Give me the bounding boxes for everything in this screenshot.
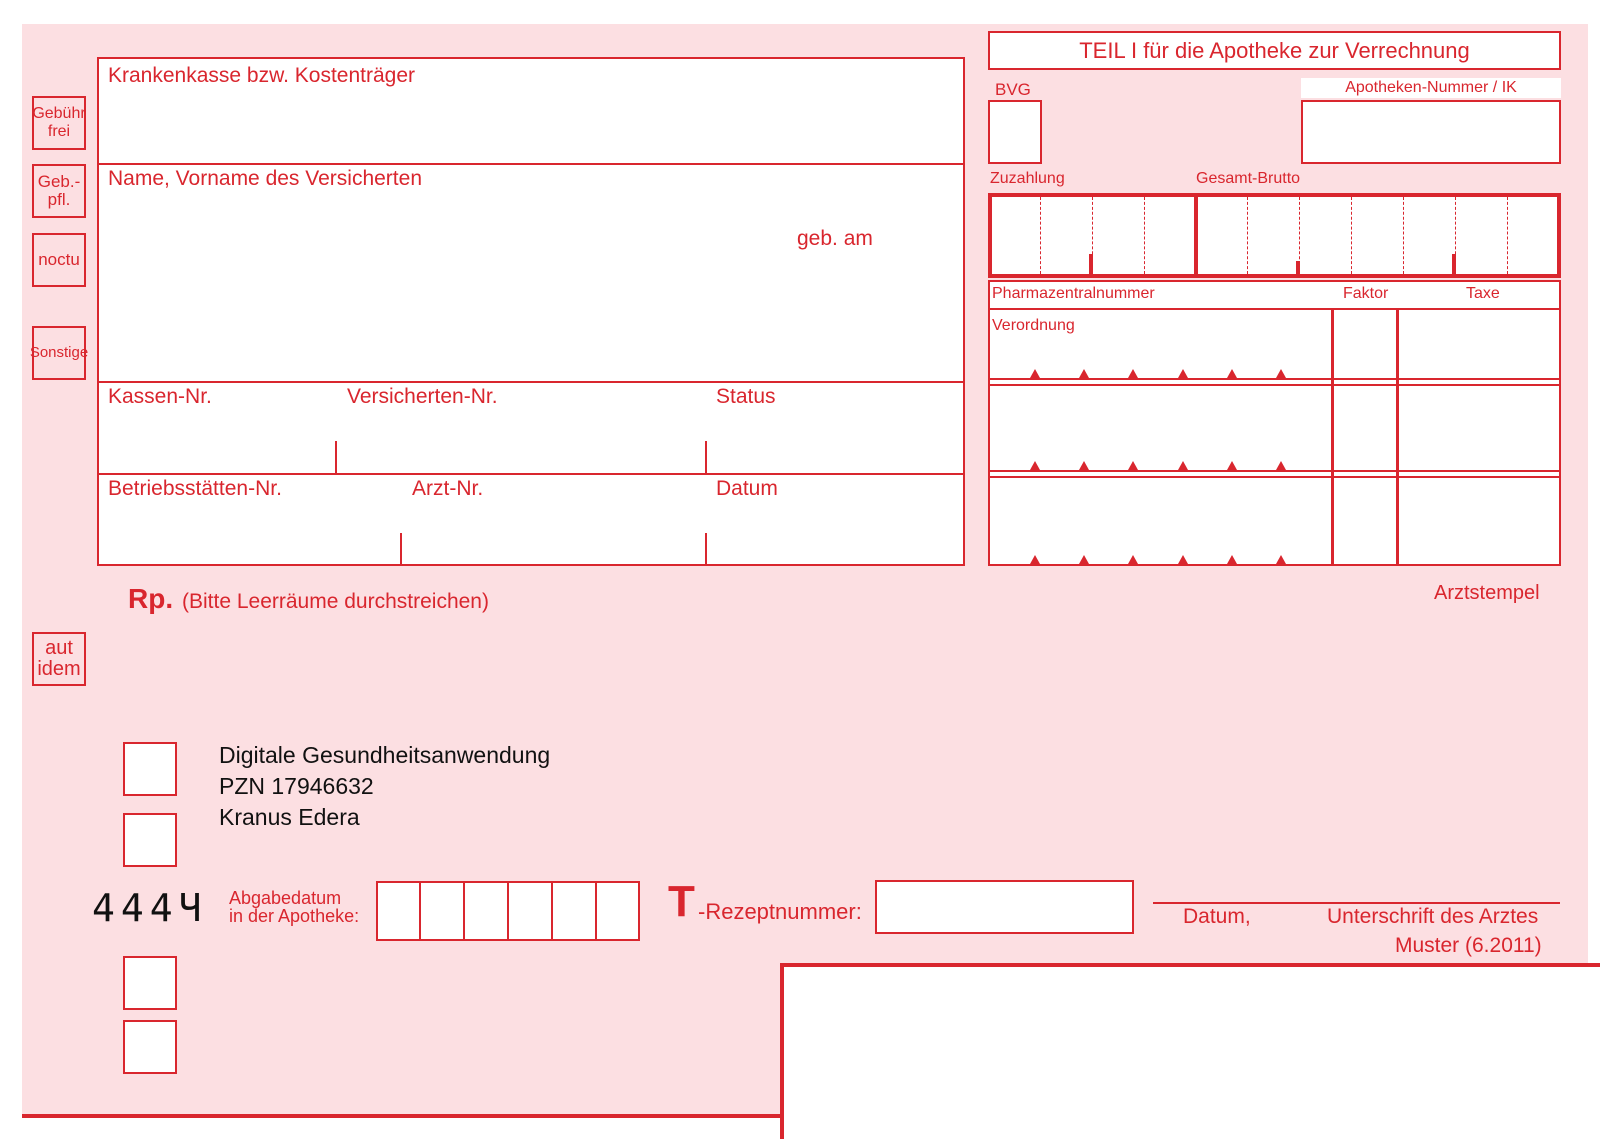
- sonstige-label: Sonstige: [29, 344, 89, 361]
- digit-separator: [1507, 197, 1508, 274]
- datum-signature-label: Datum,: [1183, 905, 1251, 928]
- divider: [1331, 308, 1334, 566]
- pzn-marker: [1128, 555, 1138, 564]
- kassen-nr-label: Kassen-Nr.: [108, 385, 212, 408]
- divider: [97, 381, 965, 383]
- unterschrift-label: Unterschrift des Arztes: [1327, 905, 1539, 928]
- rezeptnummer-field[interactable]: [875, 880, 1134, 934]
- divider: [988, 378, 1561, 380]
- status-label: Status: [716, 385, 776, 408]
- pzn-marker: [1030, 555, 1040, 564]
- pharmacy-header: TEIL I für die Apotheke zur Verrechnung: [1079, 38, 1470, 63]
- checkbox[interactable]: [123, 813, 177, 867]
- checkbox[interactable]: [123, 742, 177, 796]
- digit-separator: [1403, 197, 1404, 274]
- betriebsstaetten-label: Betriebsstätten-Nr.: [108, 477, 282, 500]
- bvg-box[interactable]: [988, 100, 1042, 164]
- divider: [1194, 193, 1198, 278]
- pzn-marker: [1227, 555, 1237, 564]
- digit-separator: [551, 881, 553, 941]
- pzn-marker: [1276, 555, 1286, 564]
- apotheken-nummer-box[interactable]: [1301, 100, 1561, 164]
- decimal-mark: [1089, 254, 1093, 274]
- pzn-marker: [1178, 369, 1188, 378]
- divider: [335, 441, 337, 475]
- pzn-marker: [1079, 555, 1089, 564]
- divider: [705, 533, 707, 566]
- krankenkasse-label: Krankenkasse bzw. Kostenträger: [108, 64, 416, 87]
- divider: [97, 473, 965, 475]
- abgabedatum-label-2: in der Apotheke:: [229, 906, 360, 926]
- decimal-mark: [1452, 254, 1456, 274]
- pzn-marker: [1276, 461, 1286, 470]
- divider: [988, 308, 1561, 310]
- pzn-marker: [1128, 461, 1138, 470]
- arztstempel-label: Arztstempel: [1434, 582, 1540, 604]
- decimal-mark: [1296, 261, 1300, 274]
- digit-separator: [1040, 197, 1041, 274]
- pzn-marker: [1030, 369, 1040, 378]
- form-cutout: [780, 963, 1600, 1139]
- pzn-marker: [1227, 461, 1237, 470]
- arzt-nr-label: Arzt-Nr.: [412, 477, 484, 500]
- pzn-marker: [1128, 369, 1138, 378]
- pzn-marker: [1079, 461, 1089, 470]
- noctu-label: noctu: [38, 250, 80, 269]
- t-letter: T: [668, 877, 695, 926]
- checkbox[interactable]: [123, 1020, 177, 1074]
- muster-label: Muster (6.2011): [1395, 934, 1542, 957]
- datum-label: Datum: [716, 477, 778, 500]
- divider: [1396, 308, 1399, 566]
- divider: [988, 476, 1561, 478]
- gesamt-brutto-label: Gesamt-Brutto: [1196, 170, 1301, 187]
- divider: [97, 163, 965, 165]
- geb-pfl-box[interactable]: [32, 164, 86, 218]
- verordnung-label: Verordnung: [992, 317, 1075, 334]
- abgabedatum-label-1: Abgabedatum: [229, 888, 342, 908]
- amount-box[interactable]: [988, 193, 1561, 278]
- divider: [988, 384, 1561, 386]
- digit-separator: [463, 881, 465, 941]
- signature-line: [1153, 902, 1560, 904]
- abgabedatum-label: [229, 889, 359, 925]
- pzn-marker: [1178, 555, 1188, 564]
- prescription-line-3: Kranus Edera: [219, 804, 360, 830]
- gebuehr-frei-label-1: Gebühr: [32, 105, 86, 122]
- digit-separator: [507, 881, 509, 941]
- versicherten-nr-label: Versicherten-Nr.: [347, 385, 498, 408]
- name-label: Name, Vorname des Versicherten: [108, 167, 422, 190]
- form-code: 444Ч: [92, 886, 208, 930]
- divider: [400, 533, 402, 566]
- form-bottom-edge: [22, 1114, 784, 1118]
- digit-separator: [1351, 197, 1352, 274]
- zuzahlung-label: Zuzahlung: [990, 170, 1065, 187]
- aut-idem-label-1: aut: [45, 637, 73, 659]
- digit-separator: [1247, 197, 1248, 274]
- geb-am-label: geb. am: [797, 227, 873, 250]
- aut-idem-label-2: idem: [37, 658, 81, 680]
- rp-hint: (Bitte Leerräume durchstreichen): [182, 590, 489, 613]
- pzn-marker: [1030, 461, 1040, 470]
- gebuehr-frei-box[interactable]: [32, 96, 86, 150]
- geb-pfl-label-1: Geb.-: [37, 172, 81, 191]
- prescription-line-1: Digitale Gesundheitsanwendung: [219, 742, 551, 768]
- bvg-label: BVG: [995, 80, 1031, 99]
- pzn-marker: [1276, 369, 1286, 378]
- noctu-box[interactable]: [32, 233, 86, 287]
- prescription-line-2: PZN 17946632: [219, 773, 374, 799]
- aut-idem-box[interactable]: [32, 632, 86, 686]
- faktor-label: Faktor: [1343, 285, 1389, 302]
- sonstige-box[interactable]: [29, 326, 89, 380]
- taxe-label: Taxe: [1466, 285, 1500, 302]
- pzn-marker: [1079, 369, 1089, 378]
- pharmacy-header-box: [988, 31, 1561, 70]
- apotheken-nummer-label: Apotheken-Nummer / IK: [1301, 78, 1561, 98]
- pzn-marker: [1227, 369, 1237, 378]
- rezeptnummer-label: -Rezeptnummer:: [698, 899, 862, 924]
- divider: [705, 441, 707, 475]
- digit-separator: [1144, 197, 1145, 274]
- divider: [988, 470, 1561, 472]
- geb-pfl-label-2: pfl.: [47, 190, 71, 209]
- pzn-label: Pharmazentralnummer: [992, 285, 1155, 302]
- digit-separator: [595, 881, 597, 941]
- digit-separator: [419, 881, 421, 941]
- rp-label: Rp.: [128, 583, 174, 614]
- pzn-marker: [1178, 461, 1188, 470]
- checkbox[interactable]: [123, 956, 177, 1010]
- gebuehr-frei-label-2: frei: [47, 123, 71, 140]
